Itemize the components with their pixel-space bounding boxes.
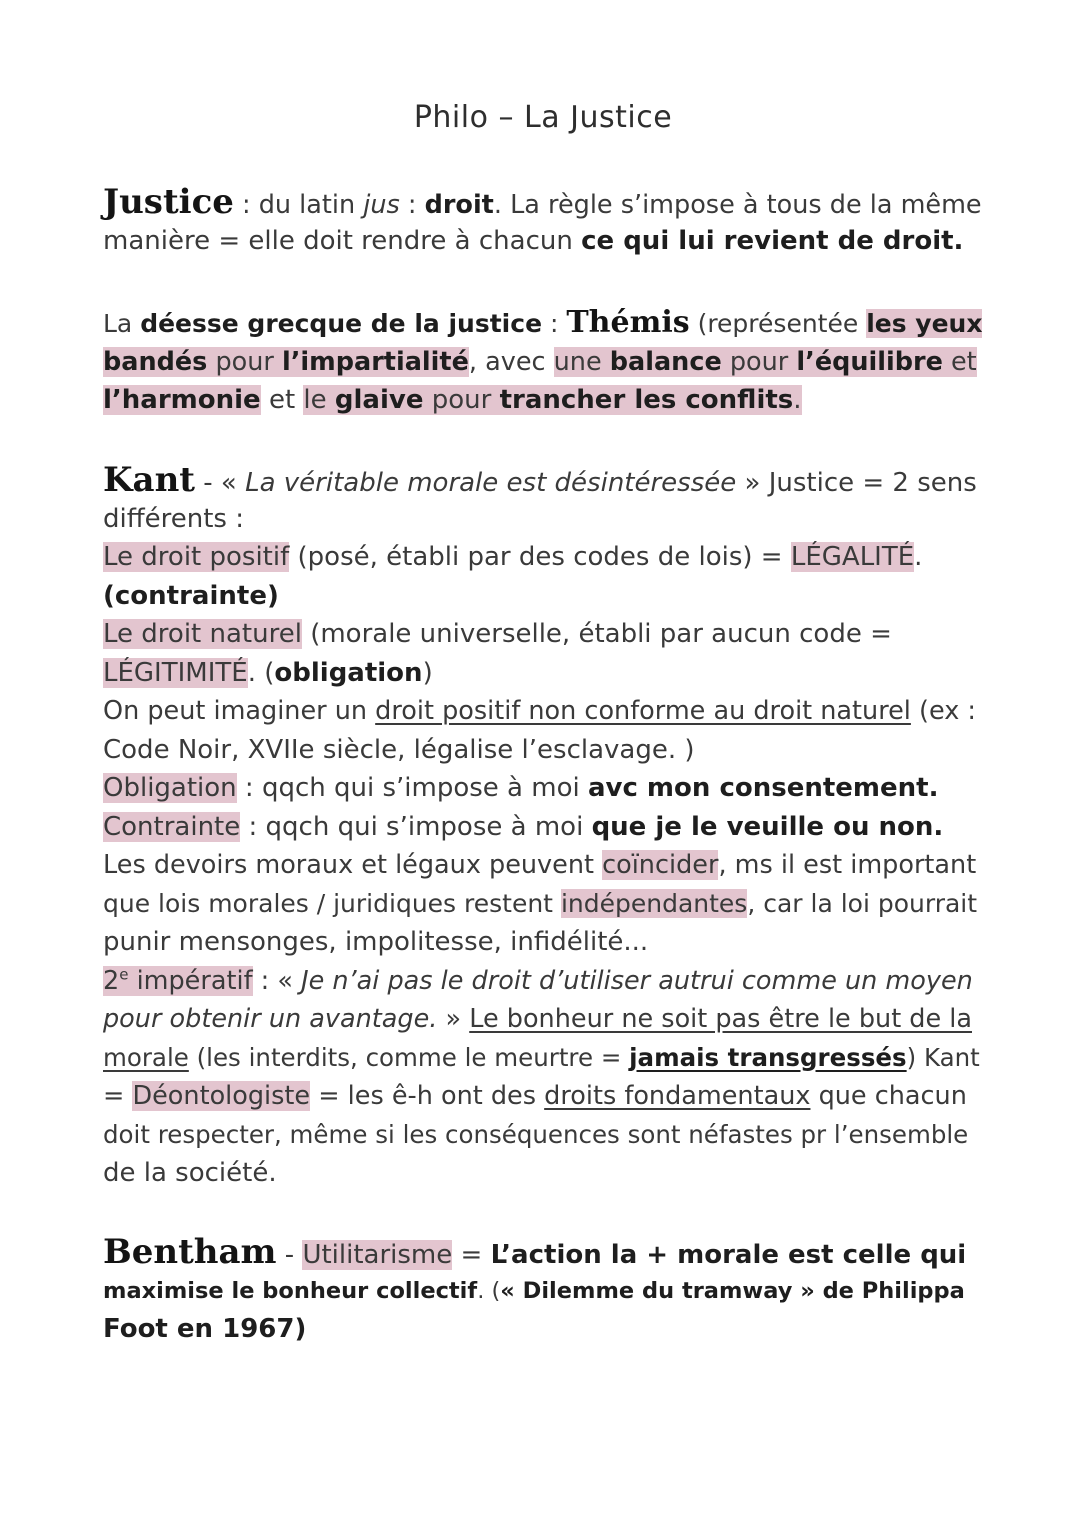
name-kant: Kant xyxy=(103,460,196,500)
kant-line-4: (contrainte) xyxy=(103,580,279,611)
themis-line-2: bandés pour l’impartialité, avec une balance pour l’équilibre et xyxy=(103,346,977,377)
section-themis xyxy=(103,304,983,420)
bentham-line-1: Bentham - Utilitarisme = L’action la + morale est celle qui xyxy=(103,1232,967,1272)
justice-line-2: manière = elle doit rendre à chacun ce qui lui revient de droit. xyxy=(103,225,964,256)
kant-line-13: punir mensonges, impolitesse, infidélité... xyxy=(103,927,649,957)
kant-line-12: que lois morales / juridiques restent indépendantes, car la loi pourrait xyxy=(103,888,978,918)
kant-line-2: différents : xyxy=(103,503,244,534)
justice-line-1: Justice : du latin jus : droit. La règle s’impose à tous de la même xyxy=(103,182,982,222)
kant-line-19: de la société. xyxy=(103,1158,277,1188)
bentham-line-2: maximise le bonheur collectif. (« Dilemme du tramway » de Philippa xyxy=(103,1277,965,1304)
kant-line-8: Code Noir, XVIIe siècle, légalise l’esclavage. ) xyxy=(103,734,695,765)
kant-line-10: Contrainte : qqch qui s’impose à moi que je le veuille ou non. xyxy=(103,811,944,842)
kant-line-6: LÉGITIMITÉ. (obligation) xyxy=(103,657,433,688)
kant-line-7: On peut imaginer un droit positif non conforme au droit naturel (ex : xyxy=(103,696,976,726)
name-themis: Thémis xyxy=(566,305,690,340)
section-kant xyxy=(103,461,983,1193)
section-justice xyxy=(103,183,983,260)
section-bentham xyxy=(103,1233,983,1349)
kant-line-14: 2e impératif : « Je n’ai pas le droit d’utiliser autrui comme un moyen xyxy=(103,965,973,996)
bentham-line-3: Foot en 1967) xyxy=(103,1314,307,1344)
kant-line-11: Les devoirs moraux et légaux peuvent coïncider, ms il est important xyxy=(103,850,977,880)
kant-line-5: Le droit naturel (morale universelle, établi par aucun code = xyxy=(103,619,892,649)
kant-line-1: Kant - « La véritable morale est désintéressée » Justice = 2 sens xyxy=(103,460,977,500)
themis-line-3: l’harmonie et le glaive pour trancher les conflits. xyxy=(103,385,802,415)
kant-line-9: Obligation : qqch qui s’impose à moi avc mon consentement. xyxy=(103,773,939,803)
kant-line-17: = Déontologiste = les ê-h ont des droits fondamentaux que chacun xyxy=(103,1081,967,1111)
themis-line-1: La déesse grecque de la justice : Thémis (représentée les yeux xyxy=(103,305,983,340)
kant-line-18: doit respecter, même si les conséquences sont néfastes pr l’ensemble xyxy=(103,1119,969,1149)
kant-line-15: pour obtenir un avantage. » Le bonheur ne soit pas être le but de la xyxy=(103,1004,972,1034)
page-title: Philo – La Justice xyxy=(413,100,673,135)
kant-line-16: morale (les interdits, comme le meurtre = jamais transgressés) Kant xyxy=(103,1042,980,1072)
name-bentham: Bentham xyxy=(103,1232,277,1272)
term-justice: Justice xyxy=(103,182,234,222)
kant-line-3: Le droit positif (posé, établi par des codes de lois) = LÉGALITÉ. xyxy=(103,542,923,572)
